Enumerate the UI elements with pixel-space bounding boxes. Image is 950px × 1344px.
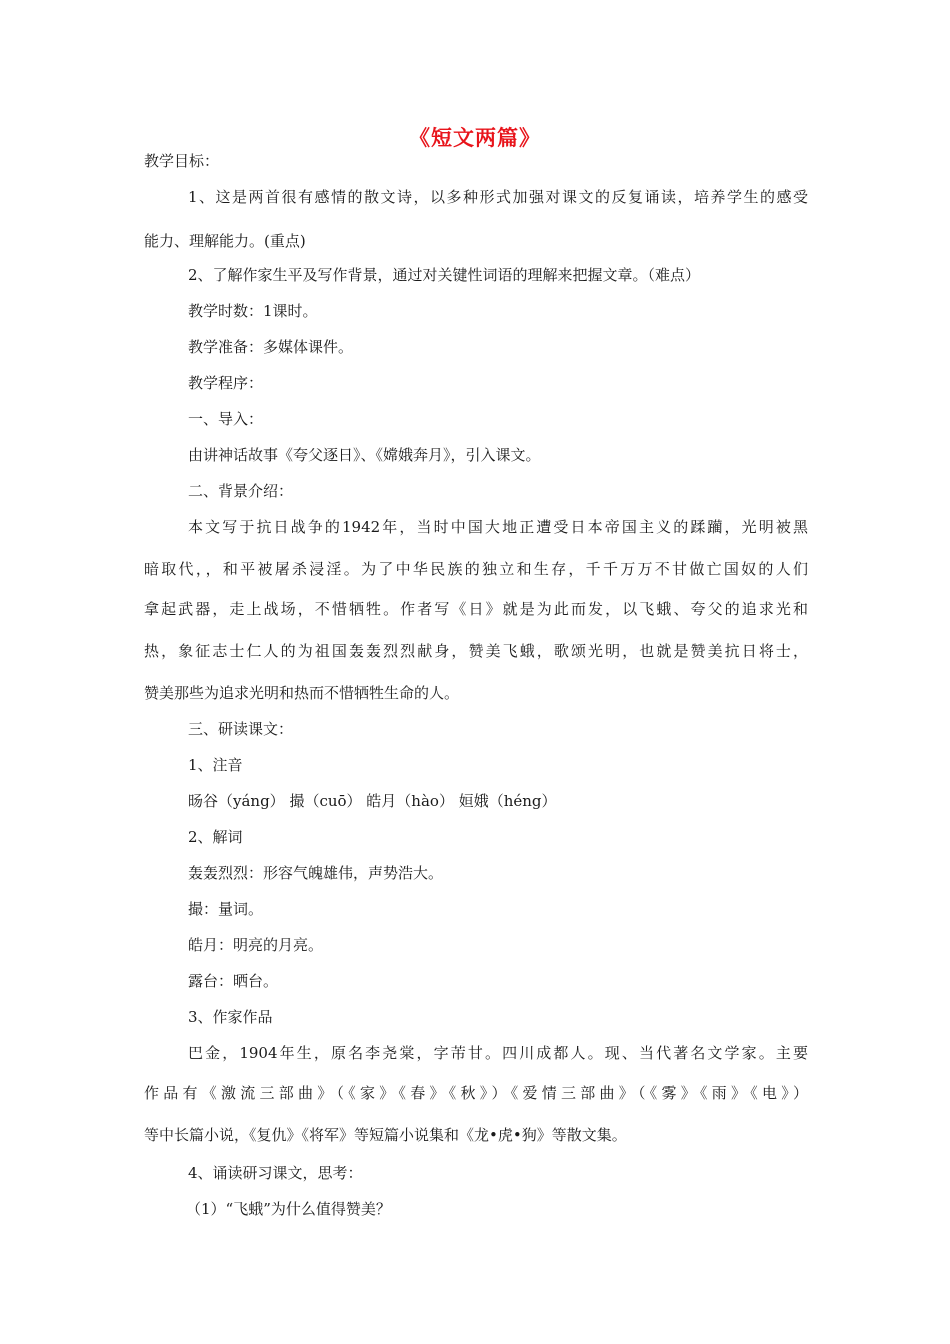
subsection-heading: 1、注音 [188,756,243,774]
question-line: （1）“飞蛾”为什么值得赞美？ [186,1200,391,1218]
definition-line: 露台：晒台。 [188,972,279,990]
section-heading: 一、导入： [188,410,264,428]
definition-line: 皓月：明亮的月亮。 [188,936,324,954]
pronunciation-line: 旸谷（yáng） 撮（cuō） 皓月（hào） 姮娥（héng） [188,792,557,810]
section-heading: 教学程序： [188,374,264,392]
paragraph-line: 拿起武器，走上战场，不惜牺牲。作者写《日》就是为此而发，以飞蛾、夸父的追求光和 [144,600,808,618]
paragraph-line: 能力、理解能力。(重点) [144,232,306,250]
document-title: 《短文两篇》 [409,125,541,150]
subsection-heading: 2、解词 [188,828,243,846]
subsection-heading: 4、诵读研习课文，思考： [188,1164,363,1182]
subsection-heading: 3、作家作品 [188,1008,273,1026]
paragraph-line: 本文写于抗日战争的1942年，当时中国大地正遭受日本帝国主义的蹂躏，光明被黑 [188,518,808,536]
paragraph-line: 教学准备：多媒体课件。 [188,338,354,356]
paragraph-line: 等中长篇小说，《复仇》《将军》等短篇小说集和《龙•虎•狗》等散文集。 [144,1126,627,1144]
section-heading: 三、研读课文： [188,720,294,738]
paragraph-line: 巴金，1904年生，原名李尧棠，字芾甘。四川成都人。现、当代著名文学家。主要 [188,1044,808,1062]
paragraph-line: 教学时数：1课时。 [188,302,318,320]
paragraph-line: 1、这是两首很有感情的散文诗，以多种形式加强对课文的反复诵读，培养学生的感受 [188,188,808,206]
paragraph-line: 赞美那些为追求光明和热而不惜牺牲生命的人。 [144,684,460,702]
definition-line: 撮：量词。 [188,900,264,918]
definition-line: 轰轰烈烈：形容气魄雄伟，声势浩大。 [188,864,444,882]
paragraph-line: 作品有《激流三部曲》（《家》《春》《秋》）《爱情三部曲》（《雾》《雨》《电》） [144,1084,808,1102]
paragraph-line: 热，象征志士仁人的为祖国轰轰烈烈献身，赞美飞蛾，歌颂光明，也就是赞美抗日将士， [144,642,808,660]
paragraph-line: 暗取代，，和平被屠杀浸淫。为了中华民族的独立和生存，千千万万不甘做亡国奴的人们 [144,560,808,578]
section-heading-objectives: 教学目标： [144,152,220,170]
section-heading: 二、背景介绍： [188,482,294,500]
paragraph-line: 2、了解作家生平及写作背景，通过对关键性词语的理解来把握文章。（难点） [188,266,701,284]
paragraph-line: 由讲神话故事《夸父逐日》、《嫦娥奔月》，引入课文。 [188,446,541,464]
